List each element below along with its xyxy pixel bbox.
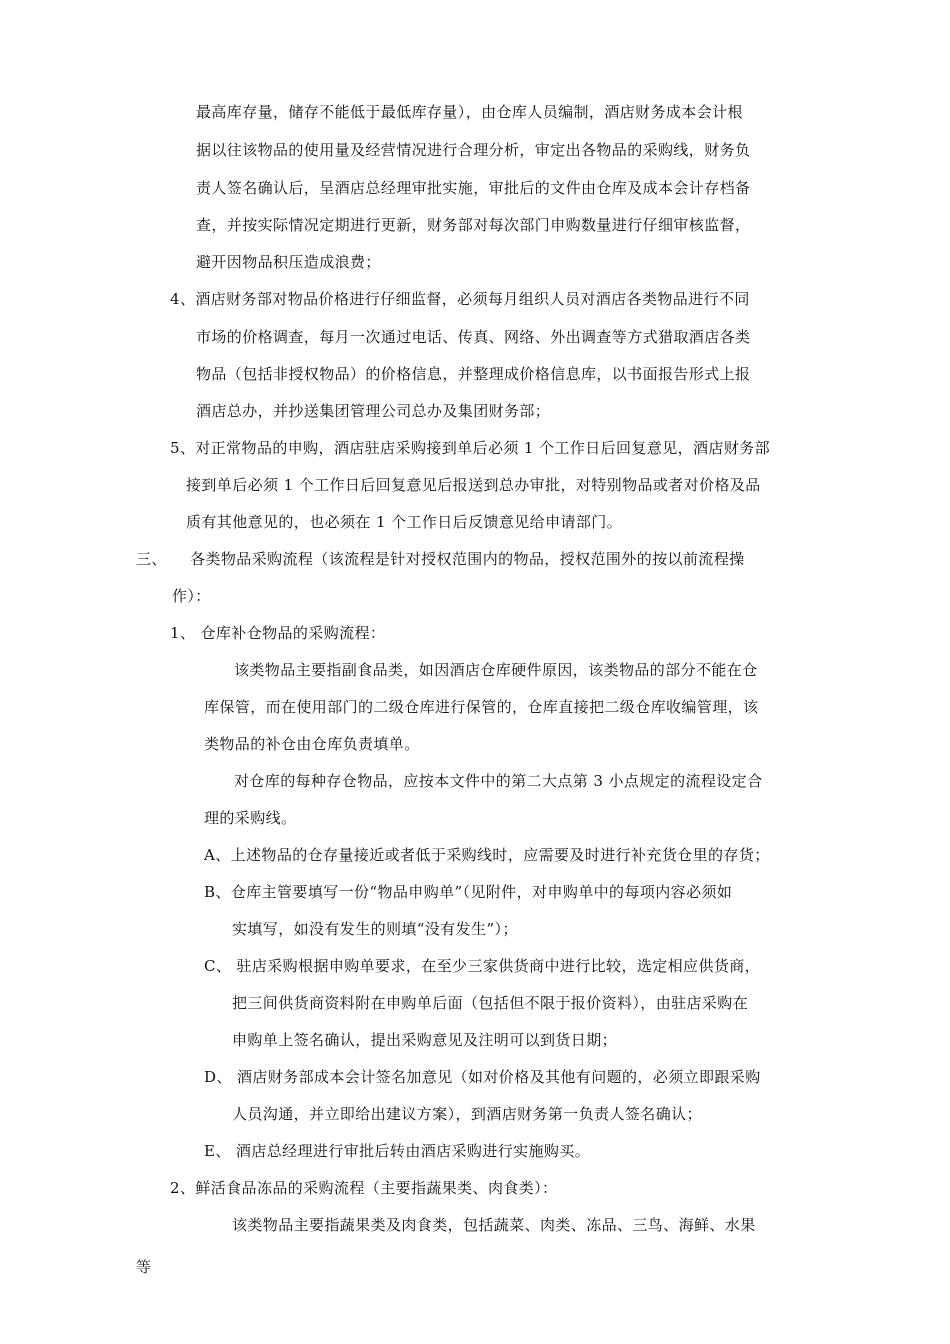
text-line: 把三间供货商资料附在申购单后面（包括但不限于报价资料），由驻店采购在: [232, 994, 749, 1012]
text-line: 作）：: [172, 587, 211, 605]
text-line: 实填写，如没有发生的则填“没有发生”）；: [232, 920, 518, 938]
subsection-heading-2: 2、鲜活食品冻品的采购流程（主要指蔬果类、肉食类）：: [170, 1179, 558, 1197]
paragraph-line: 该类物品主要指副食品类，如因酒店仓库硬件原因，该类物品的部分不能在仓: [234, 661, 758, 679]
section-heading-3: 三、 各类物品采购流程（该流程是针对授权范围内的物品，授权范围外的按以前流程操: [136, 550, 745, 568]
text-line: 避开因物品积压造成浪费；: [196, 253, 381, 271]
text-line: 人员沟通，并立即给出建议方案），到酒店财务第一负责人签名确认；: [232, 1105, 702, 1123]
paragraph-line: 该类物品主要指蔬果类及肉食类，包括蔬菜、肉类、冻品、三鸟、海鲜、水果: [232, 1216, 756, 1234]
list-item-e: E、 酒店总经理进行审批后转由酒店采购进行实施购买。: [204, 1142, 591, 1160]
list-item-b: B、仓库主管要填写一份“物品申购单”（见附件，对申购单中的每项内容必须如: [204, 883, 733, 901]
paragraph-line: 对仓库的每种存仓物品，应按本文件中的第二大点第 3 小点规定的流程设定合: [234, 772, 763, 790]
text-line: 等: [136, 1258, 152, 1276]
text-line: 质有其他意见的，也必须在 1 个工作日后反馈意见给申请部门。: [186, 513, 623, 531]
list-item-5: 5、对正常物品的申购，酒店驻店采购接到单后必须 1 个工作日后回复意见，酒店财务部: [170, 439, 771, 457]
list-item-a: A、上述物品的仓存量接近或者低于采购线时，应需要及时进行补充货仓里的存货；: [204, 846, 770, 864]
text-line: 查，并按实际情况定期进行更新，财务部对每次部门申购数量进行仔细审核监督，: [196, 216, 751, 234]
text-line: 市场的价格调查，每月一次通过电话、传真、网络、外出调查等方式猎取酒店各类: [196, 328, 751, 346]
text-line: 责人签名确认后，呈酒店总经理审批实施，审批后的文件由仓库及成本会计存档备: [196, 179, 751, 197]
text-line: 类物品的补仓由仓库负责填单。: [204, 735, 420, 753]
text-line: 库保管，而在使用部门的二级仓库进行保管的，仓库直接把二级仓库收编管理，该: [204, 698, 759, 716]
text-line: 申购单上签名确认，提出采购意见及注明可以到货日期；: [232, 1031, 618, 1049]
list-item-4: 4、酒店财务部对物品价格进行仔细监督，必须每月组织人员对酒店各类物品进行不同: [170, 290, 750, 308]
text-line: 物品（包括非授权物品）的价格信息，并整理成价格信息库，以书面报告形式上报: [196, 365, 751, 383]
text-line: 据以往该物品的使用量及经营情况进行合理分析，审定出各物品的采购线，财务负: [196, 141, 751, 159]
subsection-heading-1: 1、 仓库补仓物品的采购流程：: [170, 624, 386, 642]
list-item-c: C、 驻店采购根据申购单要求，在至少三家供货商中进行比较，选定相应供货商，: [204, 957, 761, 975]
text-line: 酒店总办，并抄送集团管理公司总办及集团财务部；: [196, 402, 551, 420]
text-line: 接到单后必须 1 个工作日后回复意见后报送到总办审批，对特别物品或者对价格及品: [186, 476, 761, 494]
list-item-d: D、 酒店财务部成本会计签名加意见（如对价格及其他有问题的，必须立即跟采购: [204, 1068, 761, 1086]
text-line: 理的采购线。: [204, 809, 297, 827]
text-line: 最高库存量，储存不能低于最低库存量），由仓库人员编制，酒店财务成本会计根: [196, 103, 743, 121]
